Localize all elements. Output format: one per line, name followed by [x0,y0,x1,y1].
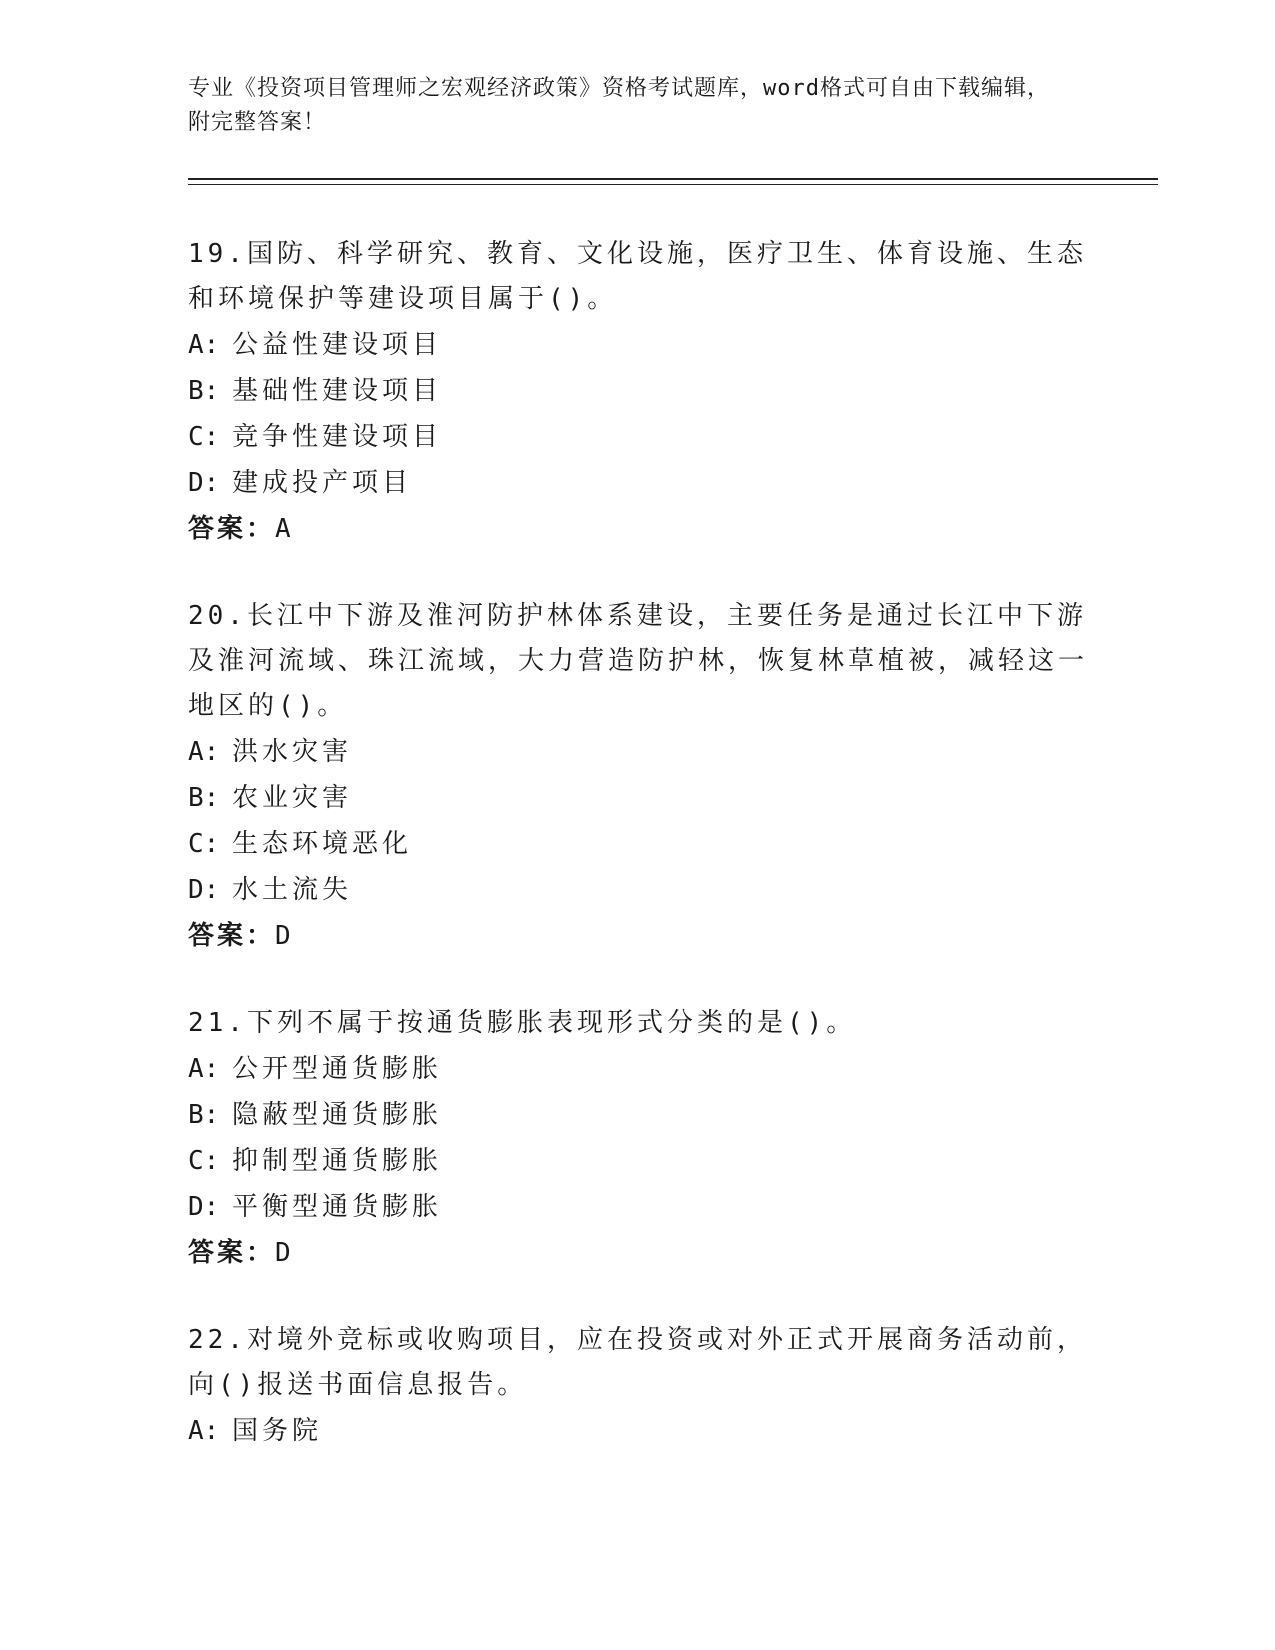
question-list [188,232,1088,1496]
answer-label: 答案： [188,1238,276,1268]
option-label: B: [188,1100,220,1130]
option-text: 国务院 [232,1416,323,1446]
option-d [188,867,1088,913]
option-c [188,1138,1088,1184]
answer [188,1230,1088,1276]
document-header [188,72,1068,140]
option-a [188,322,1088,368]
option-label: B: [188,376,220,406]
answer [188,506,1088,552]
answer-value: D [275,1238,291,1268]
option-label: A: [188,1054,220,1084]
option-b [188,368,1088,414]
option-text: 基础性建设项目 [232,376,443,406]
option-label: C: [188,829,220,859]
question-text: 19.国防、科学研究、教育、文化设施，医疗卫生、体育设施、生态和环境保护等建设项目属于()。 [188,239,1087,314]
option-text: 水土流失 [232,875,353,905]
option-text: 农业灾害 [232,783,353,813]
answer [188,913,1088,959]
header-divider-thick [188,178,1158,180]
option-text: 平衡型通货膨胀 [232,1192,443,1222]
option-text: 公开型通货膨胀 [232,1054,443,1084]
option-label: C: [188,1146,220,1176]
option-c [188,821,1088,867]
option-label: C: [188,422,220,452]
option-d [188,460,1088,506]
option-text: 竞争性建设项目 [232,422,443,452]
question-text: 22.对境外竞标或收购项目，应在投资或对外正式开展商务活动前，向()报送书面信息报告。 [188,1325,1087,1400]
option-label: A: [188,330,220,360]
option-b [188,775,1088,821]
option-c [188,414,1088,460]
question-21 [188,1001,1088,1276]
question-text: 21.下列不属于按通货膨胀表现形式分类的是()。 [188,1008,857,1038]
header-text: 专业《投资项目管理师之宏观经济政策》资格考试题库，word格式可自由下载编辑，附完整答案！ [188,76,1050,135]
option-label: B: [188,783,220,813]
option-text: 生态环境恶化 [232,829,413,859]
answer-label: 答案： [188,514,276,544]
question-text: 20.长江中下游及淮河防护林体系建设，主要任务是通过长江中下游及淮河流域、珠江流域，大力营造防护林，恢复林草植被，减轻这一地区的()。 [188,601,1089,721]
option-d [188,1184,1088,1230]
option-label: A: [188,737,220,767]
answer-label: 答案： [188,921,276,951]
option-a [188,1046,1088,1092]
option-a [188,729,1088,775]
answer-value: D [275,921,291,951]
option-text: 建成投产项目 [232,468,413,498]
option-label: D: [188,875,220,905]
option-text: 抑制型通货膨胀 [232,1146,443,1176]
option-a [188,1408,1088,1454]
option-label: D: [188,468,220,498]
option-b [188,1092,1088,1138]
header-divider-thin [188,184,1158,185]
option-label: D: [188,1192,220,1222]
option-text: 公益性建设项目 [232,330,443,360]
option-label: A: [188,1416,220,1446]
option-text: 洪水灾害 [232,737,353,767]
question-19 [188,232,1088,552]
question-20 [188,594,1088,959]
option-text: 隐蔽型通货膨胀 [232,1100,443,1130]
question-22 [188,1318,1088,1454]
answer-value: A [275,514,291,544]
